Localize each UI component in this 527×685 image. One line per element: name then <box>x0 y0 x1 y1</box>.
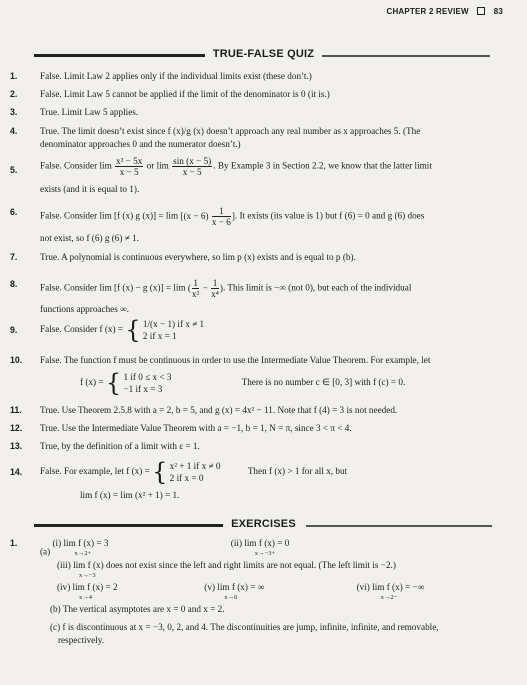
fraction: $\frac{\text{x² − 5x}}{x - 5}$ <box>116 156 143 177</box>
case-line: 1/(x − 1) if x ≠ 1 <box>142 319 205 329</box>
item-number: 8. <box>10 279 18 289</box>
item-number: 7. <box>10 252 18 262</box>
limit-statement: (vi) lim f (x) = −∞ <box>356 582 425 592</box>
item-text: True. Use the Intermediate Value Theorem with a = −1, b = 1, N = π, since 3 < π < 4. <box>40 423 352 433</box>
quiz-item <box>10 354 499 397</box>
left-brace: { <box>105 368 122 397</box>
item-number: 4. <box>10 126 18 136</box>
item-text-continued: denominator approaches 0 and the numerator doesn’t.) <box>40 138 241 149</box>
item-text: or lim <box>146 160 169 171</box>
item-text: f (x) = <box>80 376 104 387</box>
quiz-item <box>10 206 499 245</box>
item-number: 2. <box>10 89 18 99</box>
page-number: 83 <box>493 7 503 16</box>
item-text-continued: lim f (x) = lim (x² + 1) = 1. <box>80 490 180 500</box>
square-icon <box>477 7 485 15</box>
piecewise-cases <box>123 371 239 395</box>
item-text: . By Example 3 in Section 2.2, we know that the latter limit <box>213 160 432 171</box>
item-number: 13. <box>10 441 23 451</box>
item-text: False. Limit Law 5 cannot be applied if the limit of the denominator is 0 (it is.) <box>40 89 330 99</box>
item-text: False. The function f must be continuous in order to use the Intermediate Value Theorem. For example, let <box>40 355 431 365</box>
item-text: True. Limit Law 5 applies. <box>40 107 139 117</box>
item-text: False. Consider lim [f (x) − g (x)] = lim <box>40 282 186 293</box>
item-number: 10. <box>10 355 23 365</box>
item-text: False. Consider f (x) = <box>40 324 124 335</box>
part-text-continued: respectively. <box>58 634 105 645</box>
left-brace: { <box>125 316 141 344</box>
item-text: . It exists (its value is 1) but f (6) = 0 and g (6) does <box>234 210 425 221</box>
item-number: 1. <box>10 71 18 81</box>
quiz-title-bar <box>0 48 527 60</box>
case-line: 1 if 0 ≤ x < 3 <box>123 371 172 382</box>
limit-subscript: x→4 <box>79 593 92 601</box>
quiz-item <box>10 70 499 83</box>
item-text: True. Use Theorem 2.5.8 with a = 2, b = 5, and g (x) = 4x² − 11. Note that f (4) = 3 is not needed. <box>40 405 398 415</box>
case-line: x² + 1 if x ≠ 0 <box>169 461 221 471</box>
quiz-item <box>10 440 499 453</box>
exercise-item <box>10 537 499 558</box>
quiz-item <box>10 404 499 417</box>
title-rule-right <box>318 55 490 57</box>
limit-subscript: x→0 <box>224 593 238 601</box>
item-text: False. Limit Law 2 applies only if the individual limits exist (these don’t.) <box>40 71 312 81</box>
exercise-part <box>50 603 499 616</box>
item-number: 1. <box>10 538 18 548</box>
item-text: True, by the definition of a limit with ε = 1. <box>40 441 200 451</box>
quiz-item <box>10 106 499 119</box>
item-text-continued: not exist, so f (6) g (6) ≠ 1. <box>40 233 139 243</box>
item-number: 9. <box>10 325 18 335</box>
item-text-continued: exists (and it is equal to 1). <box>40 184 140 194</box>
item-text: True. The limit doesn’t exist since f (x)/g (x) doesn’t approach any real number as x approaches 5. (The <box>40 126 421 136</box>
item-text: True. A polynomial is continuous everywhere, so lim p (x) exists and is equal to p (b). <box>40 252 356 262</box>
quiz-item <box>10 422 499 435</box>
quiz-item <box>10 458 499 502</box>
item-number: 14. <box>10 467 23 477</box>
chapter-label: CHAPTER 2 <box>386 7 434 16</box>
exercise-part <box>50 621 499 646</box>
item-number: 12. <box>10 423 23 433</box>
quiz-item <box>10 156 499 196</box>
limit-subscript: x→−3+ <box>254 549 276 557</box>
limit-statement: (iv) lim f (x) = 2 <box>57 582 118 592</box>
part-text: (c) f is discontinuous at x = −3, 0, 2, and 4. The discontinuities are jump, infinite, infinite, and removable, <box>50 622 439 632</box>
quiz-item <box>10 316 499 344</box>
piecewise-cases <box>143 318 204 342</box>
piecewise-cases <box>170 460 246 484</box>
quiz-item <box>10 88 499 101</box>
review-label: REVIEW <box>436 7 469 16</box>
running-header <box>386 7 503 16</box>
item-text: . This limit is −∞ (not 0), but each of the individual <box>222 282 412 293</box>
exercise-part <box>57 581 499 601</box>
quiz-item <box>10 125 499 150</box>
limit-statement: (v) lim f (x) = ∞ <box>204 582 265 592</box>
fraction: $\frac{\sin (x - 5)}{x - 5}$ <box>173 156 212 177</box>
title-rule-right <box>306 525 492 527</box>
title-rule-left <box>34 54 228 57</box>
exercises-title: EXERCISES <box>223 518 304 530</box>
quiz-item <box>10 278 499 316</box>
limit-statement: (i) lim f (x) = 3 <box>52 538 109 548</box>
item-text: There is no number c ∈ [0, 3] with f (c) = 0. <box>241 376 406 387</box>
case-line: 2 if x = 0 <box>169 473 204 483</box>
exercise-part <box>57 559 499 579</box>
title-rule-left <box>34 524 224 527</box>
item-number: 11. <box>10 405 22 415</box>
item-number: 5. <box>10 165 18 175</box>
left-brace: { <box>152 458 168 486</box>
quiz-title: TRUE-FALSE QUIZ <box>205 48 322 60</box>
case-line: 2 if x = 1 <box>142 331 177 341</box>
paren-expression: ( $\frac{1}{\text{x²}}$ − $\frac{1}{\text{x⁴}}$ ) <box>187 278 223 299</box>
item-number: 3. <box>10 107 18 117</box>
quiz-item <box>10 251 499 264</box>
item-text: False. Consider lim [f (x) g (x)] = lim <box>40 210 179 221</box>
item-text: Then f (x) > 1 for all x, but <box>247 466 348 477</box>
limit-subscript: x→2+ <box>74 549 92 557</box>
limit-subscript: x→2− <box>380 593 398 601</box>
item-number: 6. <box>10 207 18 217</box>
limit-statement: (ii) lim f (x) = 0 <box>230 538 290 548</box>
exercises-title-bar <box>0 518 527 530</box>
part-text: (b) The vertical asymptotes are x = 0 and x = 2. <box>50 604 225 614</box>
item-text: False. For example, let f (x) = <box>40 466 150 477</box>
item-text: False. Consider lim <box>40 160 112 171</box>
case-line: −1 if x = 3 <box>123 383 163 394</box>
item-text-continued: functions approaches ∞. <box>40 304 129 314</box>
part-label: (a) <box>40 546 51 557</box>
bracket-expression: [(x − 6) $\frac{1}{x - 6}$ ] <box>180 206 235 227</box>
limit-subscript: x→−3 <box>79 571 96 579</box>
limit-statement: (iii) lim f (x) does not exist since the left and right limits are not equal. (The left limit is −2.) <box>57 560 396 570</box>
